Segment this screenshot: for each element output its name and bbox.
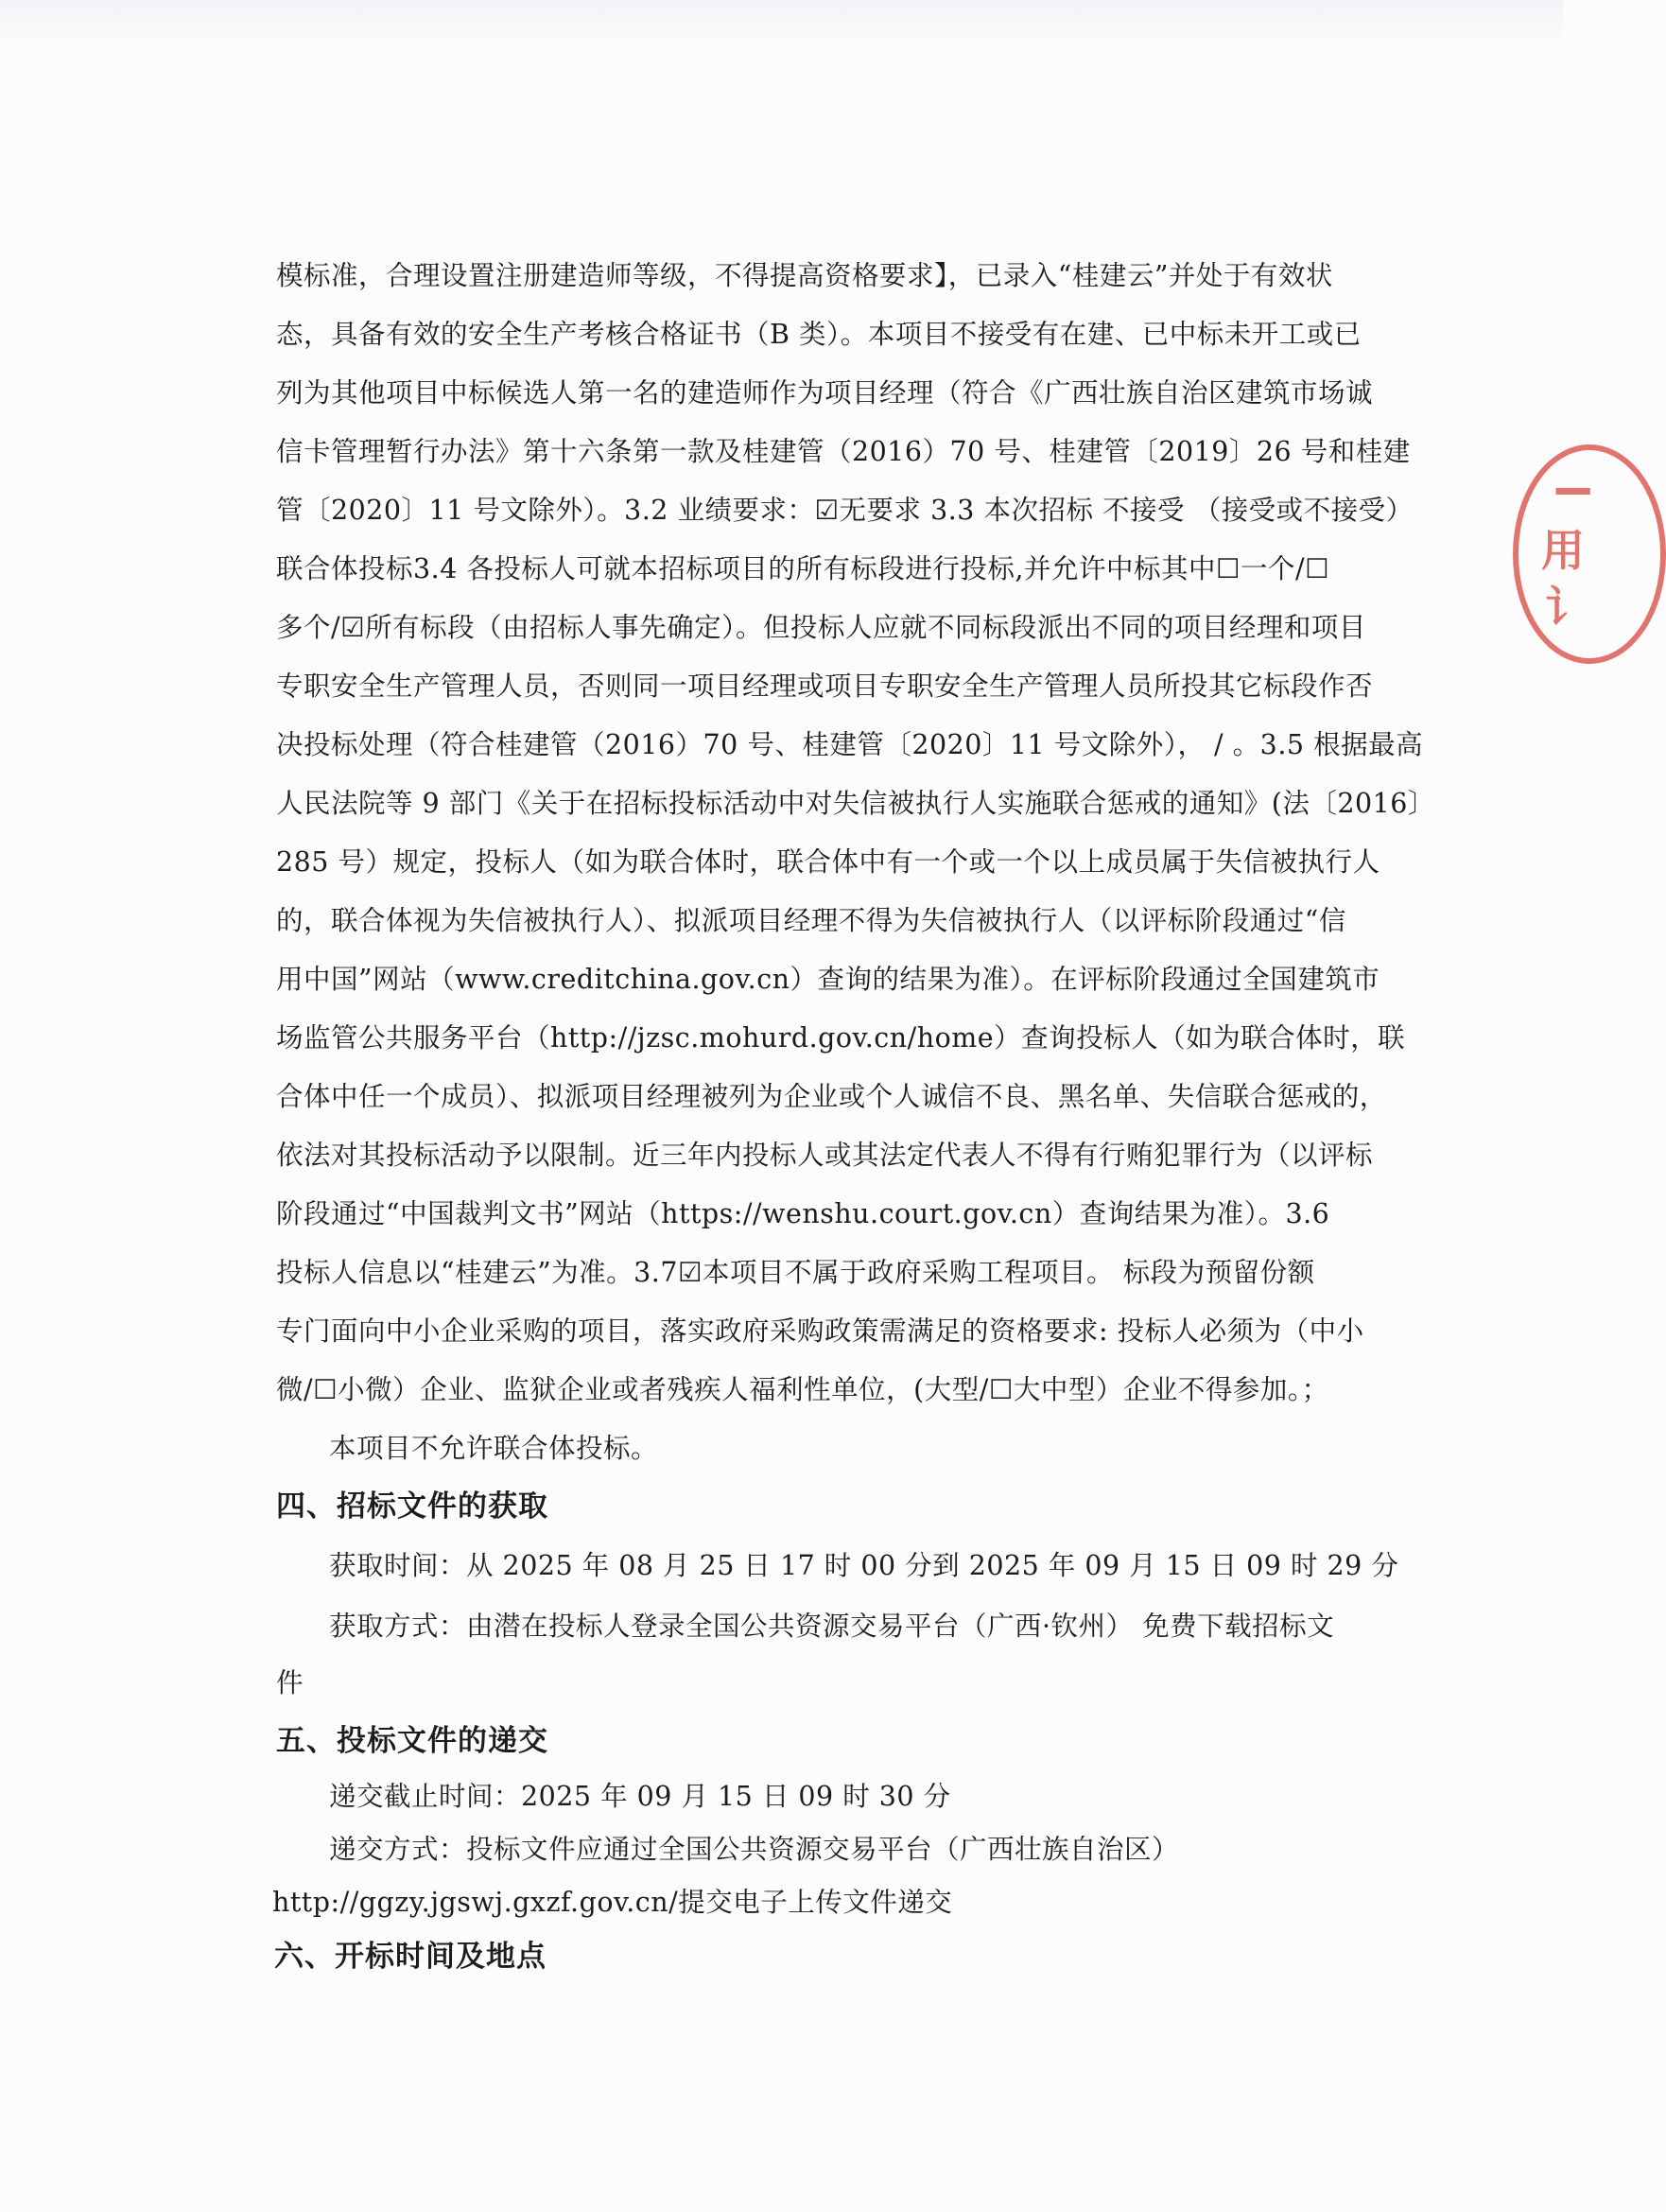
seal-glyph-1: ▔ xyxy=(1556,488,1590,539)
body-line: 人民法院等 9 部门《关于在招标投标活动中对失信被执行人实施联合惩戒的通知》(法〔2016〕 xyxy=(276,788,1435,819)
body-line: 态，具备有效的安全生产考核合格证书（B 类）。本项目不接受有在建、已中标未开工或已 xyxy=(276,319,1362,350)
body-line: 专职安全生产管理人员，否则同一项目经理或项目专职安全生产管理人员所投其它标段作否 xyxy=(276,671,1374,702)
body-line: 场监管公共服务平台（http://jzsc.mohurd.gov.cn/home）查询投标人（如为联合体时，联 xyxy=(276,1022,1406,1054)
body-line: 微/☐小微）企业、监狱企业或者残疾人福利性单位，(大型/☐大中型）企业不得参加。； xyxy=(276,1374,1329,1405)
body-line: 专门面向中小企业采购的项目，落实政府采购政策需满足的资格要求: 投标人必须为（中小 xyxy=(276,1315,1364,1347)
body-line: 投标人信息以“桂建云”为准。3.7☑本项目不属于政府采购工程项目。 标段为预留份额 xyxy=(276,1257,1315,1288)
body-line: 多个/☑所有标段（由招标人事先确定）。但投标人应就不同标段派出不同的项目经理和项目 xyxy=(276,612,1366,643)
section-heading-5: 五、投标文件的递交 xyxy=(276,1724,548,1758)
scan-top-edge xyxy=(0,0,1563,47)
body-line: 模标准，合理设置注册建造师等级，不得提高资格要求】，已录入“桂建云”并处于有效状 xyxy=(276,260,1333,291)
seal-glyph-3: 讠 xyxy=(1545,582,1588,633)
body-line: 285 号）规定，投标人（如为联合体时，联合体中有一个或一个以上成员属于失信被执行人 xyxy=(276,846,1380,878)
seal-glyph-2: 用 xyxy=(1541,525,1585,576)
submission-method: 递交方式：投标文件应通过全国公共资源交易平台（广西壮族自治区） xyxy=(329,1834,1180,1865)
body-line: 用中国”网站（www.creditchina.gov.cn）查询的结果为准）。在评标阶段通过全国建筑市 xyxy=(276,964,1380,995)
body-line: 列为其他项目中标候选人第一名的建造师作为项目经理（符合《广西壮族自治区建筑市场诚 xyxy=(276,377,1374,409)
body-line: 信卡管理暂行办法》第十六条第一款及桂建管（2016）70 号、桂建管〔2019〕26 号和桂建 xyxy=(276,436,1411,467)
joint-bid-note: 本项目不允许联合体投标。 xyxy=(329,1433,659,1464)
body-line: 的，联合体视为失信被执行人）、拟派项目经理不得为失信被执行人（以评标阶段通过“信 xyxy=(276,905,1346,936)
body-line: 阶段通过“中国裁判文书”网站（https://wenshu.court.gov.cn）查询结果为准）。3.6 xyxy=(276,1198,1330,1229)
body-line: 合体中任一个成员）、拟派项目经理被列为企业或个人诚信不良、黑名单、失信联合惩戒的， xyxy=(276,1081,1387,1112)
section-heading-6: 六、开标时间及地点 xyxy=(274,1940,547,1974)
acquisition-method-cont: 件 xyxy=(276,1667,304,1698)
acquisition-method: 获取方式：由潜在投标人登录全国公共资源交易平台（广西·钦州） 免费下载招标文 xyxy=(329,1611,1335,1642)
body-line: 依法对其投标活动予以限制。近三年内投标人或其法定代表人不得有行贿犯罪行为（以评标 xyxy=(276,1140,1374,1171)
body-line: 联合体投标3.4 各投标人可就本招标项目的所有标段进行投标,并允许中标其中☐一个/☐ xyxy=(276,553,1330,584)
red-seal-stamp xyxy=(1513,444,1666,664)
acquisition-time: 获取时间：从 2025 年 08 月 25 日 17 时 00 分到 2025 年 09 月 15 日 09 时 29 分 xyxy=(329,1550,1399,1581)
section-heading-4: 四、招标文件的获取 xyxy=(276,1489,548,1524)
submission-method-url: http://ggzy.jgswj.gxzf.gov.cn/提交电子上传文件递交 xyxy=(272,1887,953,1918)
body-line: 管〔2020〕11 号文除外）。3.2 业绩要求：☑无要求 3.3 本次招标 不接受 （接受或不接受） xyxy=(276,495,1414,526)
submission-deadline: 递交截止时间：2025 年 09 月 15 日 09 时 30 分 xyxy=(329,1781,951,1812)
body-line: 决投标处理（符合桂建管（2016）70 号、桂建管〔2020〕11 号文除外）， / 。3.5 根据最高 xyxy=(276,729,1424,760)
